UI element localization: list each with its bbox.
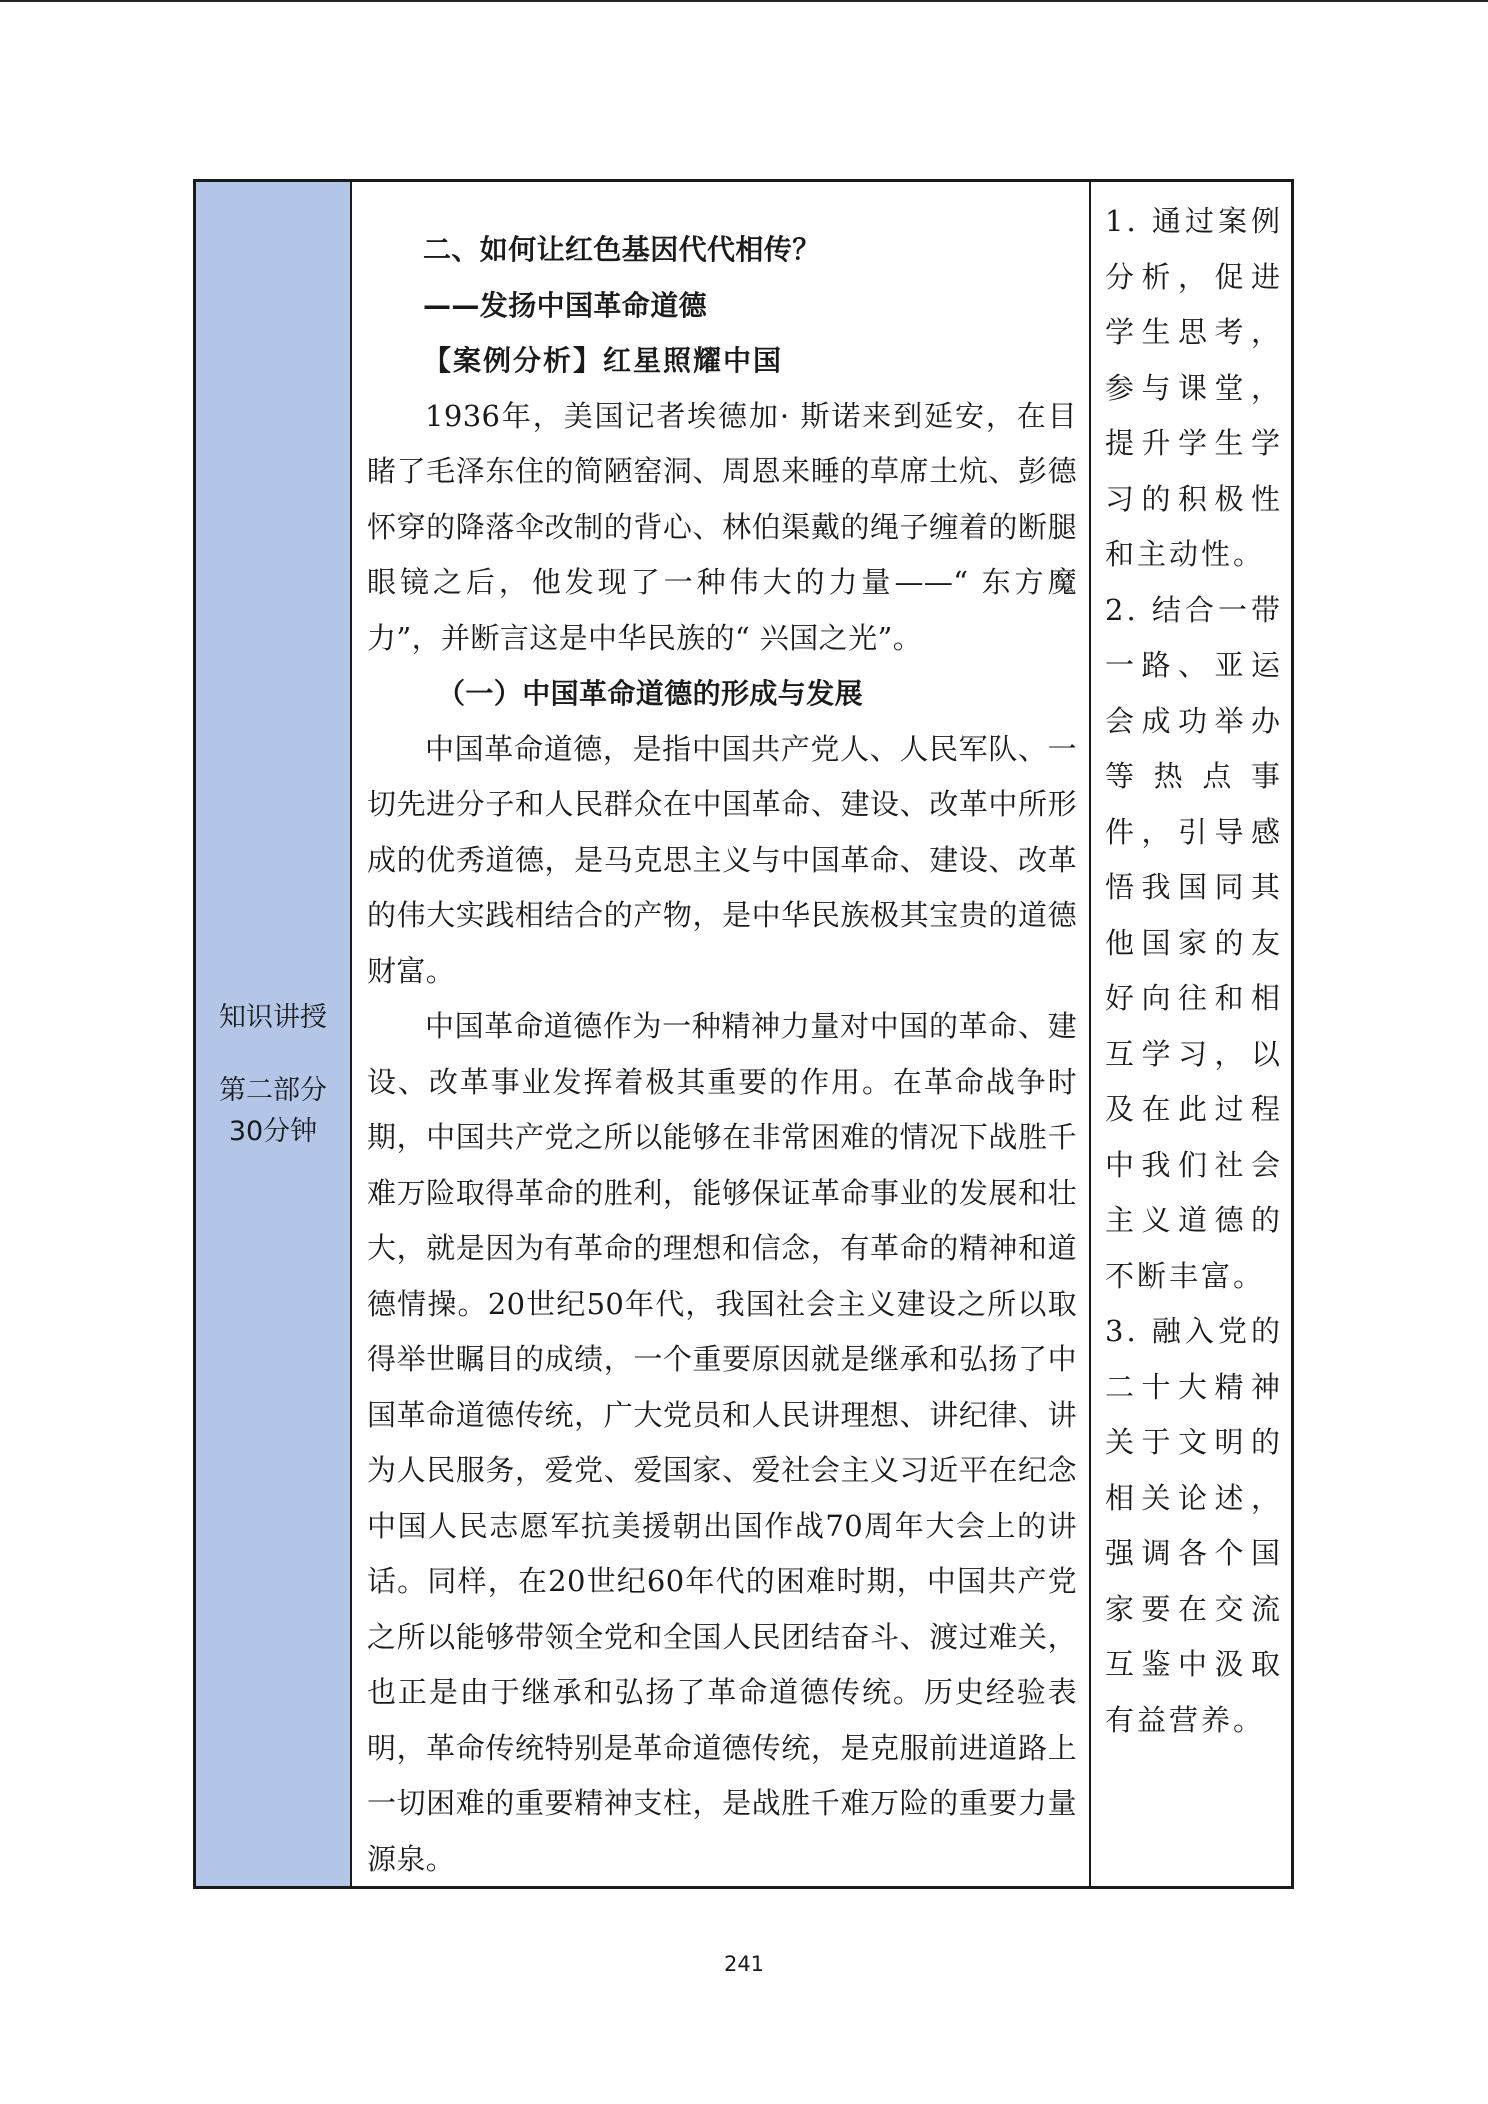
section1-title: （一）中国革命道德的形成与发展: [437, 677, 864, 710]
heading-main: 二、如何让红色基因代代相传？: [423, 233, 821, 266]
content-column: [352, 182, 1091, 1886]
section-part: 第二部分: [219, 1074, 327, 1106]
section-label: 知识讲授: [219, 1001, 327, 1033]
page-top-border: [0, 0, 1488, 2]
paragraph-definition: 中国革命道德，是指中国共产党人、人民军队、一切先进分子和人民群众在中国革命、建设、改革中所形成的优秀道德，是马克思主义与中国革命、建设、改革的伟大实践相结合的产物，是中华民族极其宝贵的道德财富。: [367, 731, 1077, 988]
heading-sub: ——发扬中国革命道德: [423, 288, 708, 322]
lesson-plan-table: [193, 179, 1294, 1889]
section-duration: 30分钟: [228, 1115, 318, 1147]
paragraph-history: 中国革命道德作为一种精神力量对中国的革命、建设、改革事业发挥着极其重要的作用。在革命战争时期，中国共产党之所以能够在非常困难的情况下战胜千难万险取得革命的胜利，能够保证革命事业的发展和壮大，就是因为有革命的理想和信念，有革命的精神和道德情操。20世纪50年代，我国社会主义建设之所以取得举世瞩目的成绩，一个重要原因就是继承和弘扬了中国革命道德传统，广大党员和人民讲理想、讲纪律、讲为人民服务，爱党、爱国家、爱社会主义习近平在纪念中国人民志愿军抗美援朝出国作战70周年大会上的讲话。同样，在20世纪60年代的困难时期，中国共产党之所以能够带领全党和全国人民团结奋斗、渡过难关，也正是由于继承和弘扬了革命道德传统。历史经验表明，革命传统特别是革命道德传统，是克服前进道路上一切困难的重要精神支柱，是战胜千难万险的重要力量源泉。: [367, 1009, 1077, 1876]
note-item: 2. 结合一带一路、亚运会成功举办等热点事件，引导感悟我国同其他国家的友好向往和相互学习，以及在此过程中我们社会主义道德的不断丰富。: [1105, 592, 1283, 1293]
note-item: 1. 通过案例分析，促进学生思考，参与课堂，提升学生学习的积极性和主动性。: [1105, 204, 1283, 571]
note-item: 3. 融入党的二十大精神关于文明的相关论述，强调各个国家要在交流互鉴中汲取有益营养。: [1105, 1314, 1283, 1737]
section-column: [196, 182, 352, 1886]
case-title: 【案例分析】红星照耀中国: [423, 344, 784, 377]
page-number: 241: [723, 1952, 765, 1976]
notes-column: [1091, 182, 1291, 1886]
case-text: 1936年，美国记者埃德加· 斯诺来到延安，在目睹了毛泽东住的简陋窑洞、周恩来睡的草席土炕、彭德怀穿的降落伞改制的背心、林伯渠戴的绳子缠着的断腿眼镜之后，他发现了一种伟大的力量——“ 东方魔力”，并断言这是中华民族的“ 兴国之光”。: [367, 398, 1077, 655]
